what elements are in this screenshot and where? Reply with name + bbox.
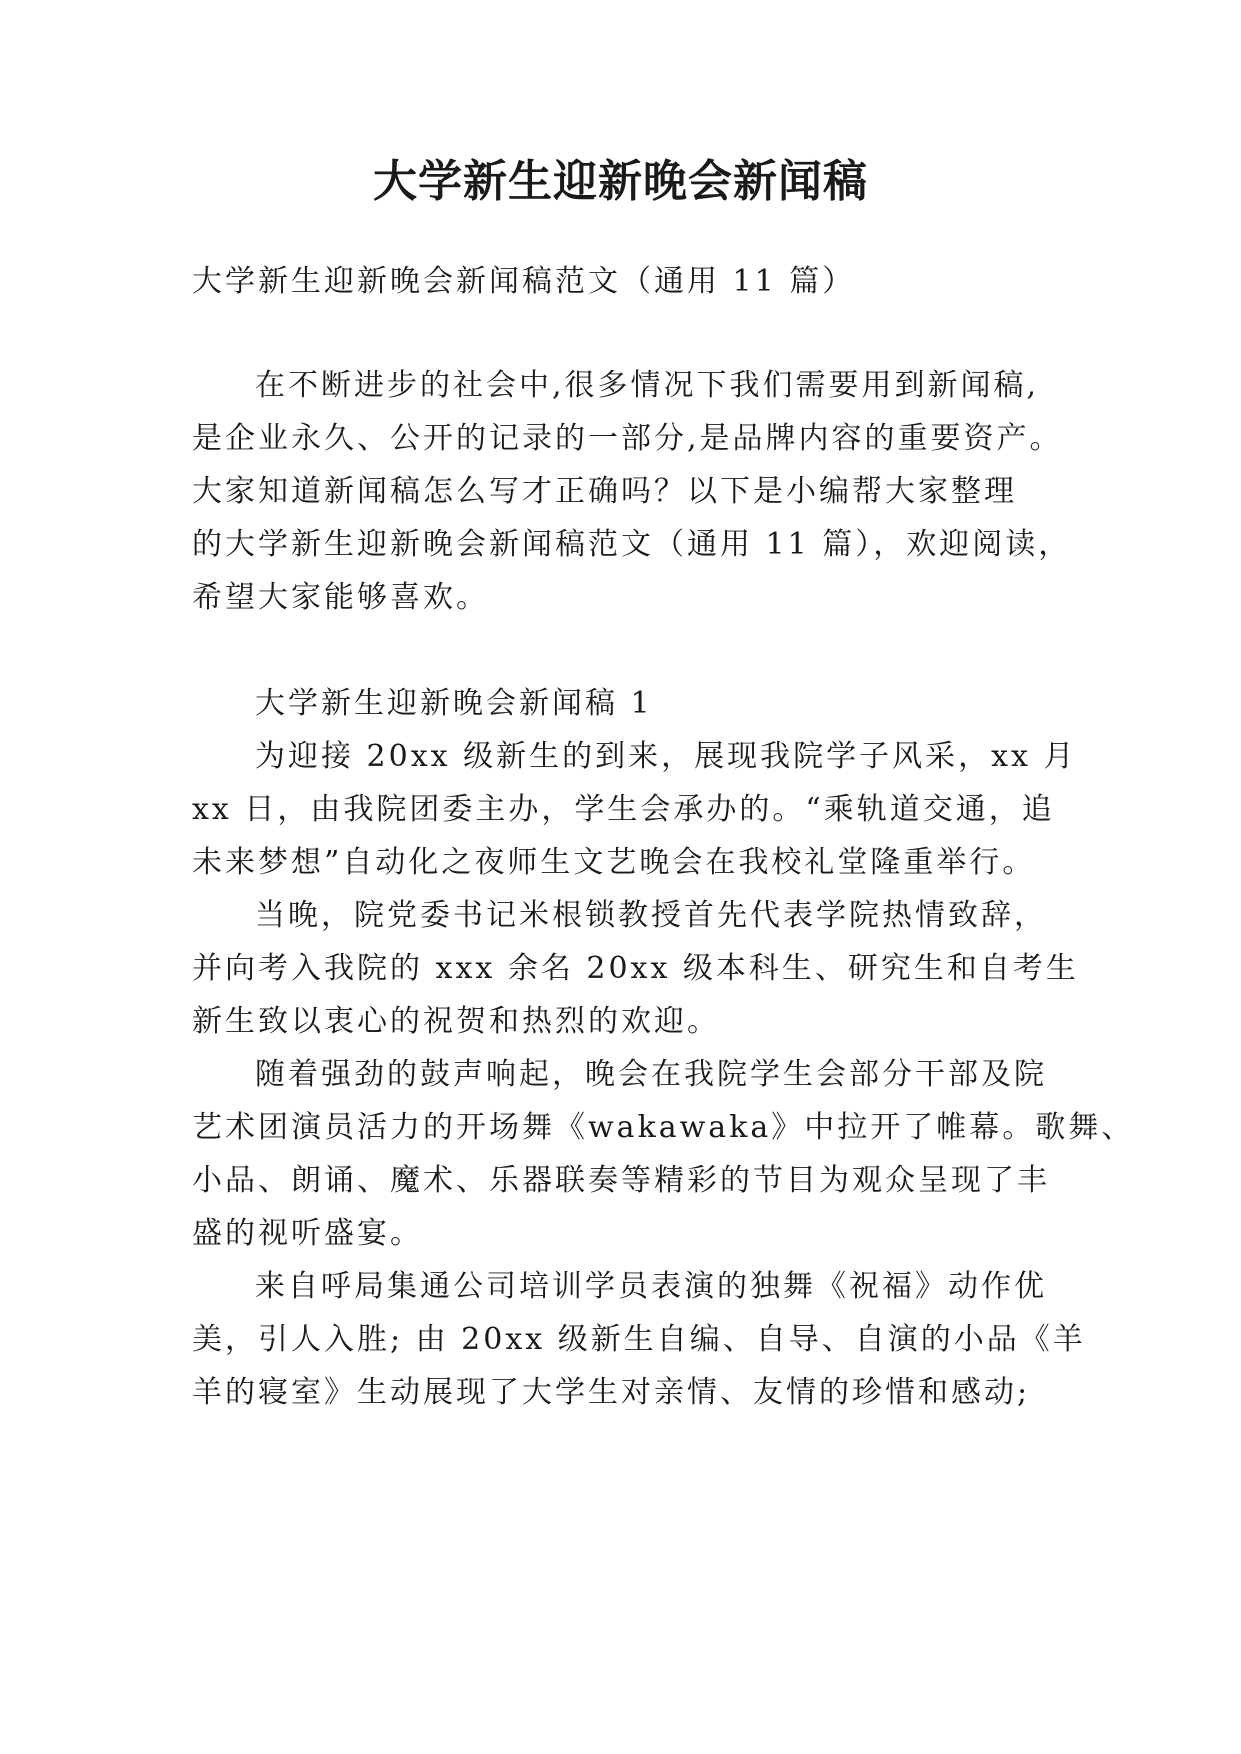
document-title: 大学新生迎新晚会新闻稿: [373, 156, 868, 207]
body-line: 来自呼局集通公司培训学员表演的独舞《祝福》动作优: [255, 1269, 1047, 1304]
body-line: xx 日，由我院团委主办，学生会承办的。“乘轨道交通，追: [192, 792, 1055, 827]
body-line: 当晚，院党委书记米根锁教授首先代表学院热情致辞，: [255, 898, 1047, 933]
body-line: 美，引人入胜; 由 20xx 级新生自编、自导、自演的小品《羊: [192, 1322, 1086, 1357]
body-line: 盛的视听盛宴。: [192, 1216, 423, 1251]
body-line: 未来梦想”自动化之夜师生文艺晚会在我校礼堂隆重举行。: [192, 845, 1036, 880]
intro-line: 大家知道新闻稿怎么写才正确吗？以下是小编帮大家整理: [192, 474, 1017, 509]
intro-line: 的大学新生迎新晚会新闻稿范文（通用 11 篇），欢迎阅读，: [192, 527, 1072, 562]
body-line: 并向考入我院的 xxx 余名 20xx 级本科生、研究生和自考生: [192, 951, 1079, 986]
intro-line: 在不断进步的社会中,很多情况下我们需要用到新闻稿,: [255, 368, 1040, 403]
body-line: 新生致以衷心的祝贺和热烈的欢迎。: [192, 1004, 720, 1039]
body-line: 艺术团演员活力的开场舞《wakawaka》中拉开了帷幕。歌舞、: [192, 1110, 1135, 1145]
body-line: 羊的寝室》生动展现了大学生对亲情、友情的珍惜和感动;: [192, 1375, 1031, 1410]
document-subtitle: 大学新生迎新晚会新闻稿范文（通用 11 篇）: [192, 264, 856, 299]
body-line: 小品、朗诵、魔术、乐器联奏等精彩的节目为观众呈现了丰: [192, 1163, 1050, 1198]
body-line: 为迎接 20xx 级新生的到来，展现我院学子风采，xx 月: [255, 739, 1077, 774]
body-line: 随着强劲的鼓声响起，晚会在我院学生会部分干部及院: [255, 1057, 1047, 1092]
intro-line: 是企业永久、公开的记录的一部分,是品牌内容的重要资产。: [192, 421, 1063, 456]
intro-line: 希望大家能够喜欢。: [192, 580, 489, 615]
section-heading: 大学新生迎新晚会新闻稿 1: [255, 686, 653, 721]
